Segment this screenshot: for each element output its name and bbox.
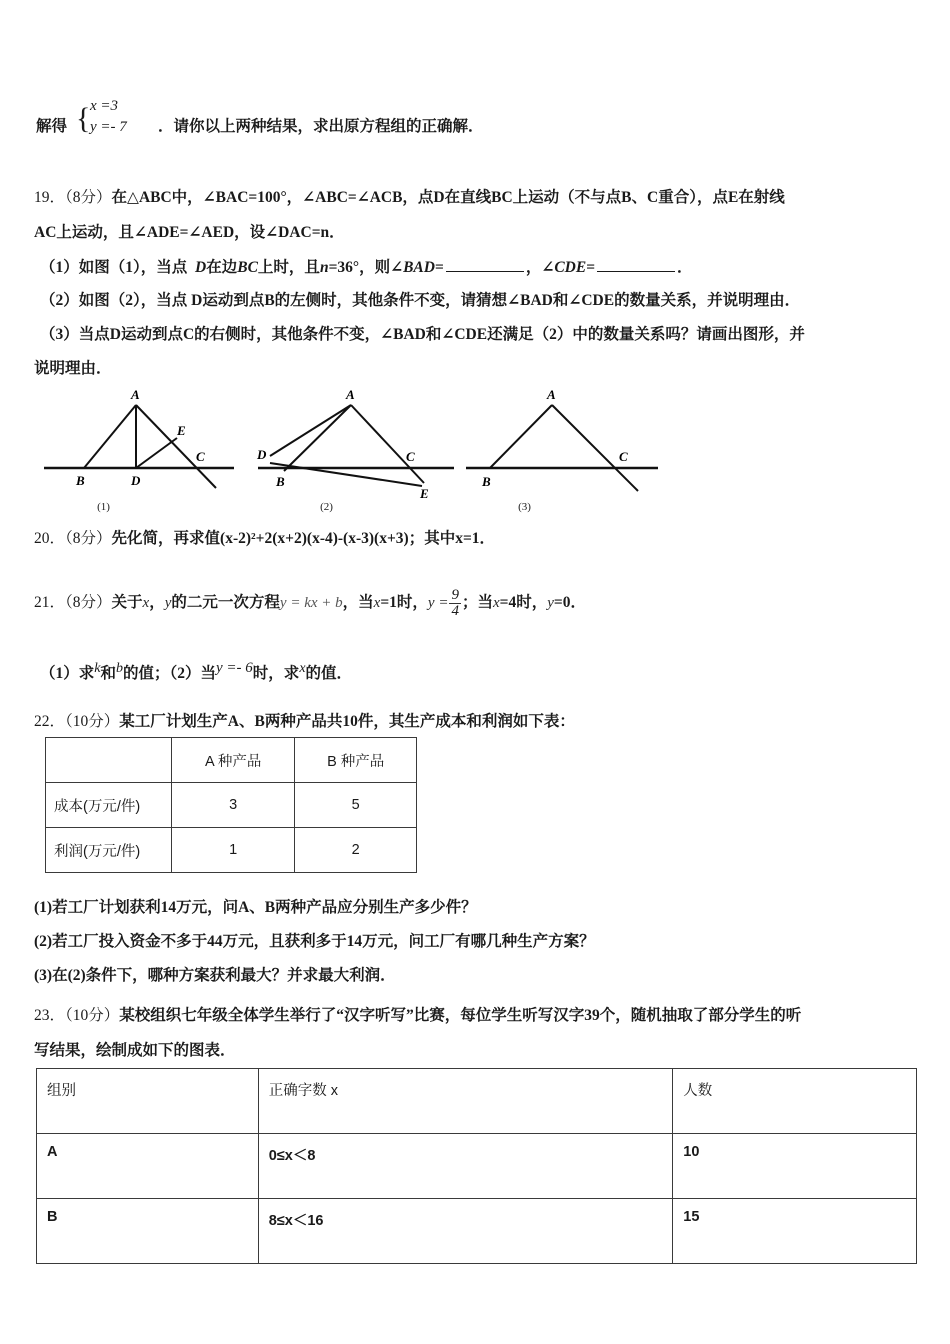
q23 <box>34 1007 801 1024</box>
survey-row-a-range: 0≤x＜8 <box>258 1134 673 1199</box>
q21-subparts <box>40 660 352 682</box>
q21-var-y: y <box>164 594 172 611</box>
q21-comma: ， <box>149 593 165 611</box>
q20-score: （8分） <box>65 530 112 547</box>
q21-sub-k: k <box>94 661 101 676</box>
survey-row-a-count: 10 <box>673 1134 917 1199</box>
q21-number: 21． <box>34 593 66 611</box>
q21-t2: =1时， <box>380 593 428 611</box>
q20-number: 20． <box>34 530 66 547</box>
q23-score: （10分） <box>65 1007 120 1024</box>
q21-fraction <box>449 588 461 619</box>
svg-text:B: B <box>76 473 85 488</box>
svg-text:A: A <box>131 387 140 402</box>
q19-figure-1 <box>36 383 261 511</box>
product-table-cost-b: 5 <box>295 783 417 828</box>
svg-text:B: B <box>482 474 491 489</box>
q19-stem-line2: AC上运动，且∠ADE=∠AED，设∠DAC=n． <box>34 224 345 241</box>
q19-number <box>34 189 785 206</box>
survey-row-b-group: B <box>37 1199 259 1264</box>
table-row <box>37 1069 917 1134</box>
q22-score: （10分） <box>65 713 120 730</box>
table-row <box>46 828 417 873</box>
survey-header-range: 正确字数 x <box>258 1069 673 1134</box>
q20 <box>34 530 495 547</box>
q21-t4: =4时， <box>499 593 548 611</box>
product-table-header-a: A 种产品 <box>171 738 295 783</box>
q21-sub-equation: y =- 6 <box>216 660 253 676</box>
product-table-header-b: B 种产品 <box>295 738 417 783</box>
q20-text: 先化简，再求值(x-2)²+2(x+2)(x-4)-(x-3)(x+3)；其中x=1． <box>111 530 496 547</box>
q21-t3: ；当 <box>461 593 493 611</box>
q21-var-x2: x <box>373 594 381 611</box>
survey-row-b-range: 8≤x＜16 <box>258 1199 673 1264</box>
q21-frac-numerator: 9 <box>451 587 459 603</box>
survey-result-table <box>36 1068 917 1264</box>
q21-mid: 的二元一次方程 <box>171 593 280 611</box>
answer-blank-cde[interactable] <box>597 258 675 272</box>
table-row <box>37 1199 917 1264</box>
q19-stem-line1: 在△ABC中，∠BAC=100°，∠ABC=∠ACB，点D在直线BC上运动（不与点B、C重合），点E在射线 <box>111 189 785 206</box>
svg-text:C: C <box>406 449 415 464</box>
q23-number: 23． <box>34 1007 66 1024</box>
q21-score: （8分） <box>65 593 112 611</box>
q23-stem-line2: 写结果，绘制成如下的图表． <box>34 1042 236 1059</box>
svg-text:A: A <box>547 387 556 402</box>
q21-equation: y = kx + b <box>279 594 343 611</box>
q19-score: （8分） <box>65 189 112 206</box>
table-row <box>46 783 417 828</box>
q21-lead: 关于 <box>111 593 143 611</box>
q21-sub-and: 和 <box>100 665 116 683</box>
svg-text:D: D <box>131 473 141 488</box>
q22-part-2: (2)若工厂投入资金不多于44万元，且获利多于14万元，问工厂有哪几种生产方案？ <box>34 933 595 950</box>
q22-part-3: (3)在(2)条件下，哪种方案获利最大？并求最大利润． <box>34 967 396 984</box>
svg-text:D: D <box>257 447 267 462</box>
product-table-row-cost-label: 成本(万元/件) <box>46 783 172 828</box>
q21-t5: =0． <box>553 593 586 611</box>
q21-sub-prefix: （1）求 <box>40 665 95 683</box>
q19-part-1: （1）如图（1），当点 D在边BC上时，且n=36°，则∠BAD= ，∠CDE= ． <box>40 259 693 277</box>
svg-text:E: E <box>420 486 429 501</box>
q19-figure-group <box>36 383 716 511</box>
product-table-cost-a: 3 <box>171 783 295 828</box>
brace-glyph: { <box>76 102 91 135</box>
svg-text:C: C <box>196 449 205 464</box>
svg-text:A: A <box>346 387 355 402</box>
table-row <box>46 738 417 783</box>
svg-text:C: C <box>619 449 628 464</box>
product-table-profit-b: 2 <box>295 828 417 873</box>
survey-row-b-count: 15 <box>673 1199 917 1264</box>
system-equation-2: y =- 7 <box>90 119 127 135</box>
q21-sub-x: x <box>299 661 306 676</box>
q22-stem: 某工厂计划生产A、B两种产品共10件，其生产成本和利润如下表： <box>119 713 575 730</box>
q21-frac-denominator: 4 <box>451 603 459 619</box>
svg-text:E: E <box>177 423 186 438</box>
q21-sub-when: 时，求 <box>252 665 300 683</box>
solve-suffix: ．请你以上两种结果，求出原方程组的正确解． <box>158 118 484 135</box>
q21-frac-y: y = <box>427 594 449 611</box>
q21-sub-b: b <box>116 661 123 676</box>
q21-sub-suffix: 的值． <box>305 665 353 683</box>
q19-figure-2-caption: (2) <box>320 501 333 513</box>
q19-part-3: （3）当点D运动到点C的右侧时，其他条件不变，∠BAD和∠CDE还满足（2）中的数量关系吗？请画出图形，并 <box>40 326 805 343</box>
q19-figure-3 <box>462 383 687 511</box>
answer-blank-bad[interactable] <box>446 258 524 272</box>
q19-figure-1-caption: (1) <box>97 501 110 513</box>
q22-number: 22． <box>34 713 66 730</box>
q21-t1: ，当 <box>342 593 374 611</box>
survey-row-a-group: A <box>37 1134 259 1199</box>
product-cost-profit-table <box>45 737 417 873</box>
q21-var-x: x <box>142 594 150 611</box>
q19-figure-2 <box>254 383 479 511</box>
system-equation-1: x =3 <box>90 98 119 114</box>
q21 <box>34 588 586 619</box>
product-table-row-profit-label: 利润(万元/件) <box>46 828 172 873</box>
q22 <box>34 713 575 730</box>
q21-var-y2: y <box>547 594 554 611</box>
solve-prefix: 解得 <box>36 118 68 135</box>
q19-figure-3-caption: (3) <box>518 501 531 513</box>
q21-var-x3: x <box>492 594 500 611</box>
table-row <box>37 1134 917 1199</box>
q19-number-label: 19． <box>34 189 66 206</box>
q19-part-3-cont: 说明理由． <box>34 360 112 377</box>
survey-header-count: 人数 <box>673 1069 917 1134</box>
q19-part-2: （2）如图（2），当点 D运动到点B的左侧时，其他条件不变，请猜想∠BAD和∠CDE的数量关系，并说明理由． <box>40 292 801 309</box>
product-table-profit-a: 1 <box>171 828 295 873</box>
svg-text:B: B <box>276 474 285 489</box>
q21-sub-mid: 的值；（2）当 <box>123 665 217 683</box>
q22-part-1: (1)若工厂计划获利14万元，问A、B两种产品应分别生产多少件？ <box>34 899 477 916</box>
survey-header-group: 组别 <box>37 1069 259 1134</box>
q23-stem-line1: 某校组织七年级全体学生举行了“汉字听写”比赛，每位学生听写汉字39个，随机抽取了部分学生的听 <box>119 1007 802 1024</box>
product-table-corner <box>46 738 172 783</box>
